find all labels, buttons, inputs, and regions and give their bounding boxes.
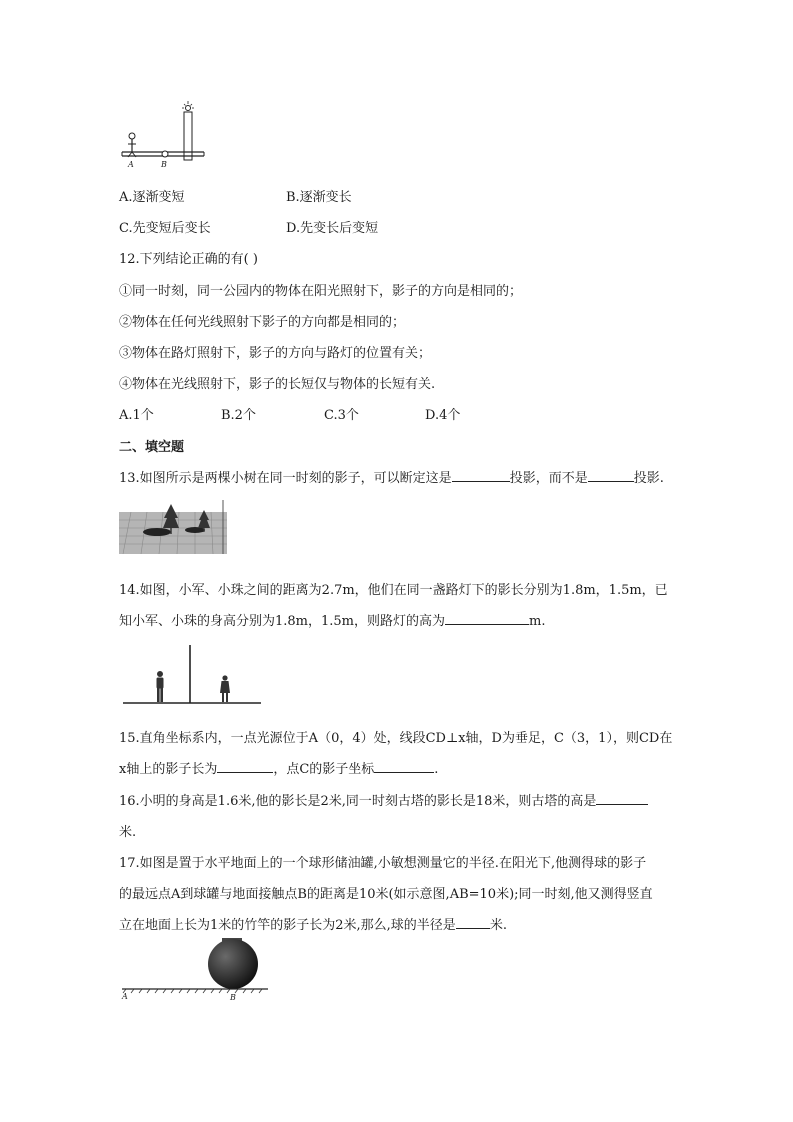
q16-line-2: 米. [119, 825, 137, 840]
q17-blank [456, 916, 490, 929]
q13-blank-1 [452, 469, 510, 482]
q17-line-1: 17.如图是置于水平地面上的一个球形储油罐,小敏想测量它的半径.在阳光下,他测得球的影子 [119, 856, 647, 871]
q12-item-2: ②物体在任何光线照射下影子的方向都是相同的； [119, 315, 406, 330]
q12-item-1: ①同一时刻，同一公园内的物体在阳光照射下，影子的方向是相同的； [119, 284, 523, 299]
q15-line-1: 15.直角坐标系内，一点光源位于A（0，4）处，线段CD⊥x轴，D为垂足，C（3，1），则CD在 [119, 731, 673, 746]
q12-option-b: B.2个 [221, 408, 256, 423]
q13-text [119, 467, 664, 486]
q13-figure [119, 498, 227, 556]
q11-option-b: B.逐渐变长 [286, 190, 352, 205]
q11-label-a: A [128, 160, 134, 169]
q17-line-3 [119, 914, 507, 933]
section-title-fill-in: 二、填空题 [119, 440, 185, 455]
q17-unit: 米. [489, 918, 507, 933]
q17-line-2: 的最远点A到球罐与地面接触点B的距离是10米(如示意图,AB=10米);同一时刻,他又测得竖直 [119, 887, 653, 902]
q15-line-2 [119, 758, 438, 777]
q13-blank-2 [588, 469, 634, 482]
q15-text-b: ，点C的影子坐标 [273, 762, 375, 777]
q12-item-3: ③物体在路灯照射下，影子的方向与路灯的位置有关； [119, 346, 432, 361]
q14-blank [445, 612, 529, 625]
q16-blank [596, 792, 648, 805]
q17-figure [118, 934, 273, 1002]
q14-line-2-text: 知小军、小珠的身高分别为1.8m，1.5m，则路灯的高为 [119, 614, 446, 629]
q17-label-a: A [122, 992, 128, 1001]
q12-option-d: D.4个 [425, 408, 461, 423]
q11-label-b: B [161, 160, 167, 169]
q11-figure [118, 100, 218, 170]
q14-figure [119, 640, 264, 706]
q11-option-a: A.逐渐变短 [119, 190, 185, 205]
q13-part3: 投影. [633, 471, 664, 486]
q15-text-c: . [434, 762, 439, 777]
q11-option-d: D.先变长后变短 [286, 221, 379, 236]
q16-text: 16.小明的身高是1.6米,他的影长是2米,同一时刻古塔的影长是18米，则古塔的高是 [119, 794, 597, 809]
q17-text: 立在地面上长为1米的竹竿的影子长为2米,那么,球的半径是 [119, 918, 456, 933]
q11-option-c: C.先变短后变长 [119, 221, 211, 236]
q12-item-4: ④物体在光线照射下，影子的长短仅与物体的长短有关. [119, 377, 436, 392]
q12-option-a: A.1个 [119, 408, 154, 423]
q12-option-c: C.3个 [324, 408, 359, 423]
q13-part2: 投影，而不是 [509, 471, 588, 486]
q13-part1: 13.如图所示是两棵小树在同一时刻的影子，可以断定这是 [119, 471, 452, 486]
q15-text-a: x轴上的影子长为 [119, 762, 218, 777]
q14-unit: m. [529, 614, 546, 629]
q15-blank-2 [374, 760, 434, 773]
q14-line-1: 14.如图，小军、小珠之间的距离为2.7m，他们在同一盏路灯下的影长分别为1.8m，1.5m，已 [119, 583, 668, 598]
q14-line-2 [119, 610, 545, 629]
q17-label-b: B [230, 993, 236, 1002]
q12-stem: 12.下列结论正确的有( ) [119, 252, 258, 267]
q16-line-1 [119, 790, 648, 809]
q15-blank-1 [217, 760, 273, 773]
